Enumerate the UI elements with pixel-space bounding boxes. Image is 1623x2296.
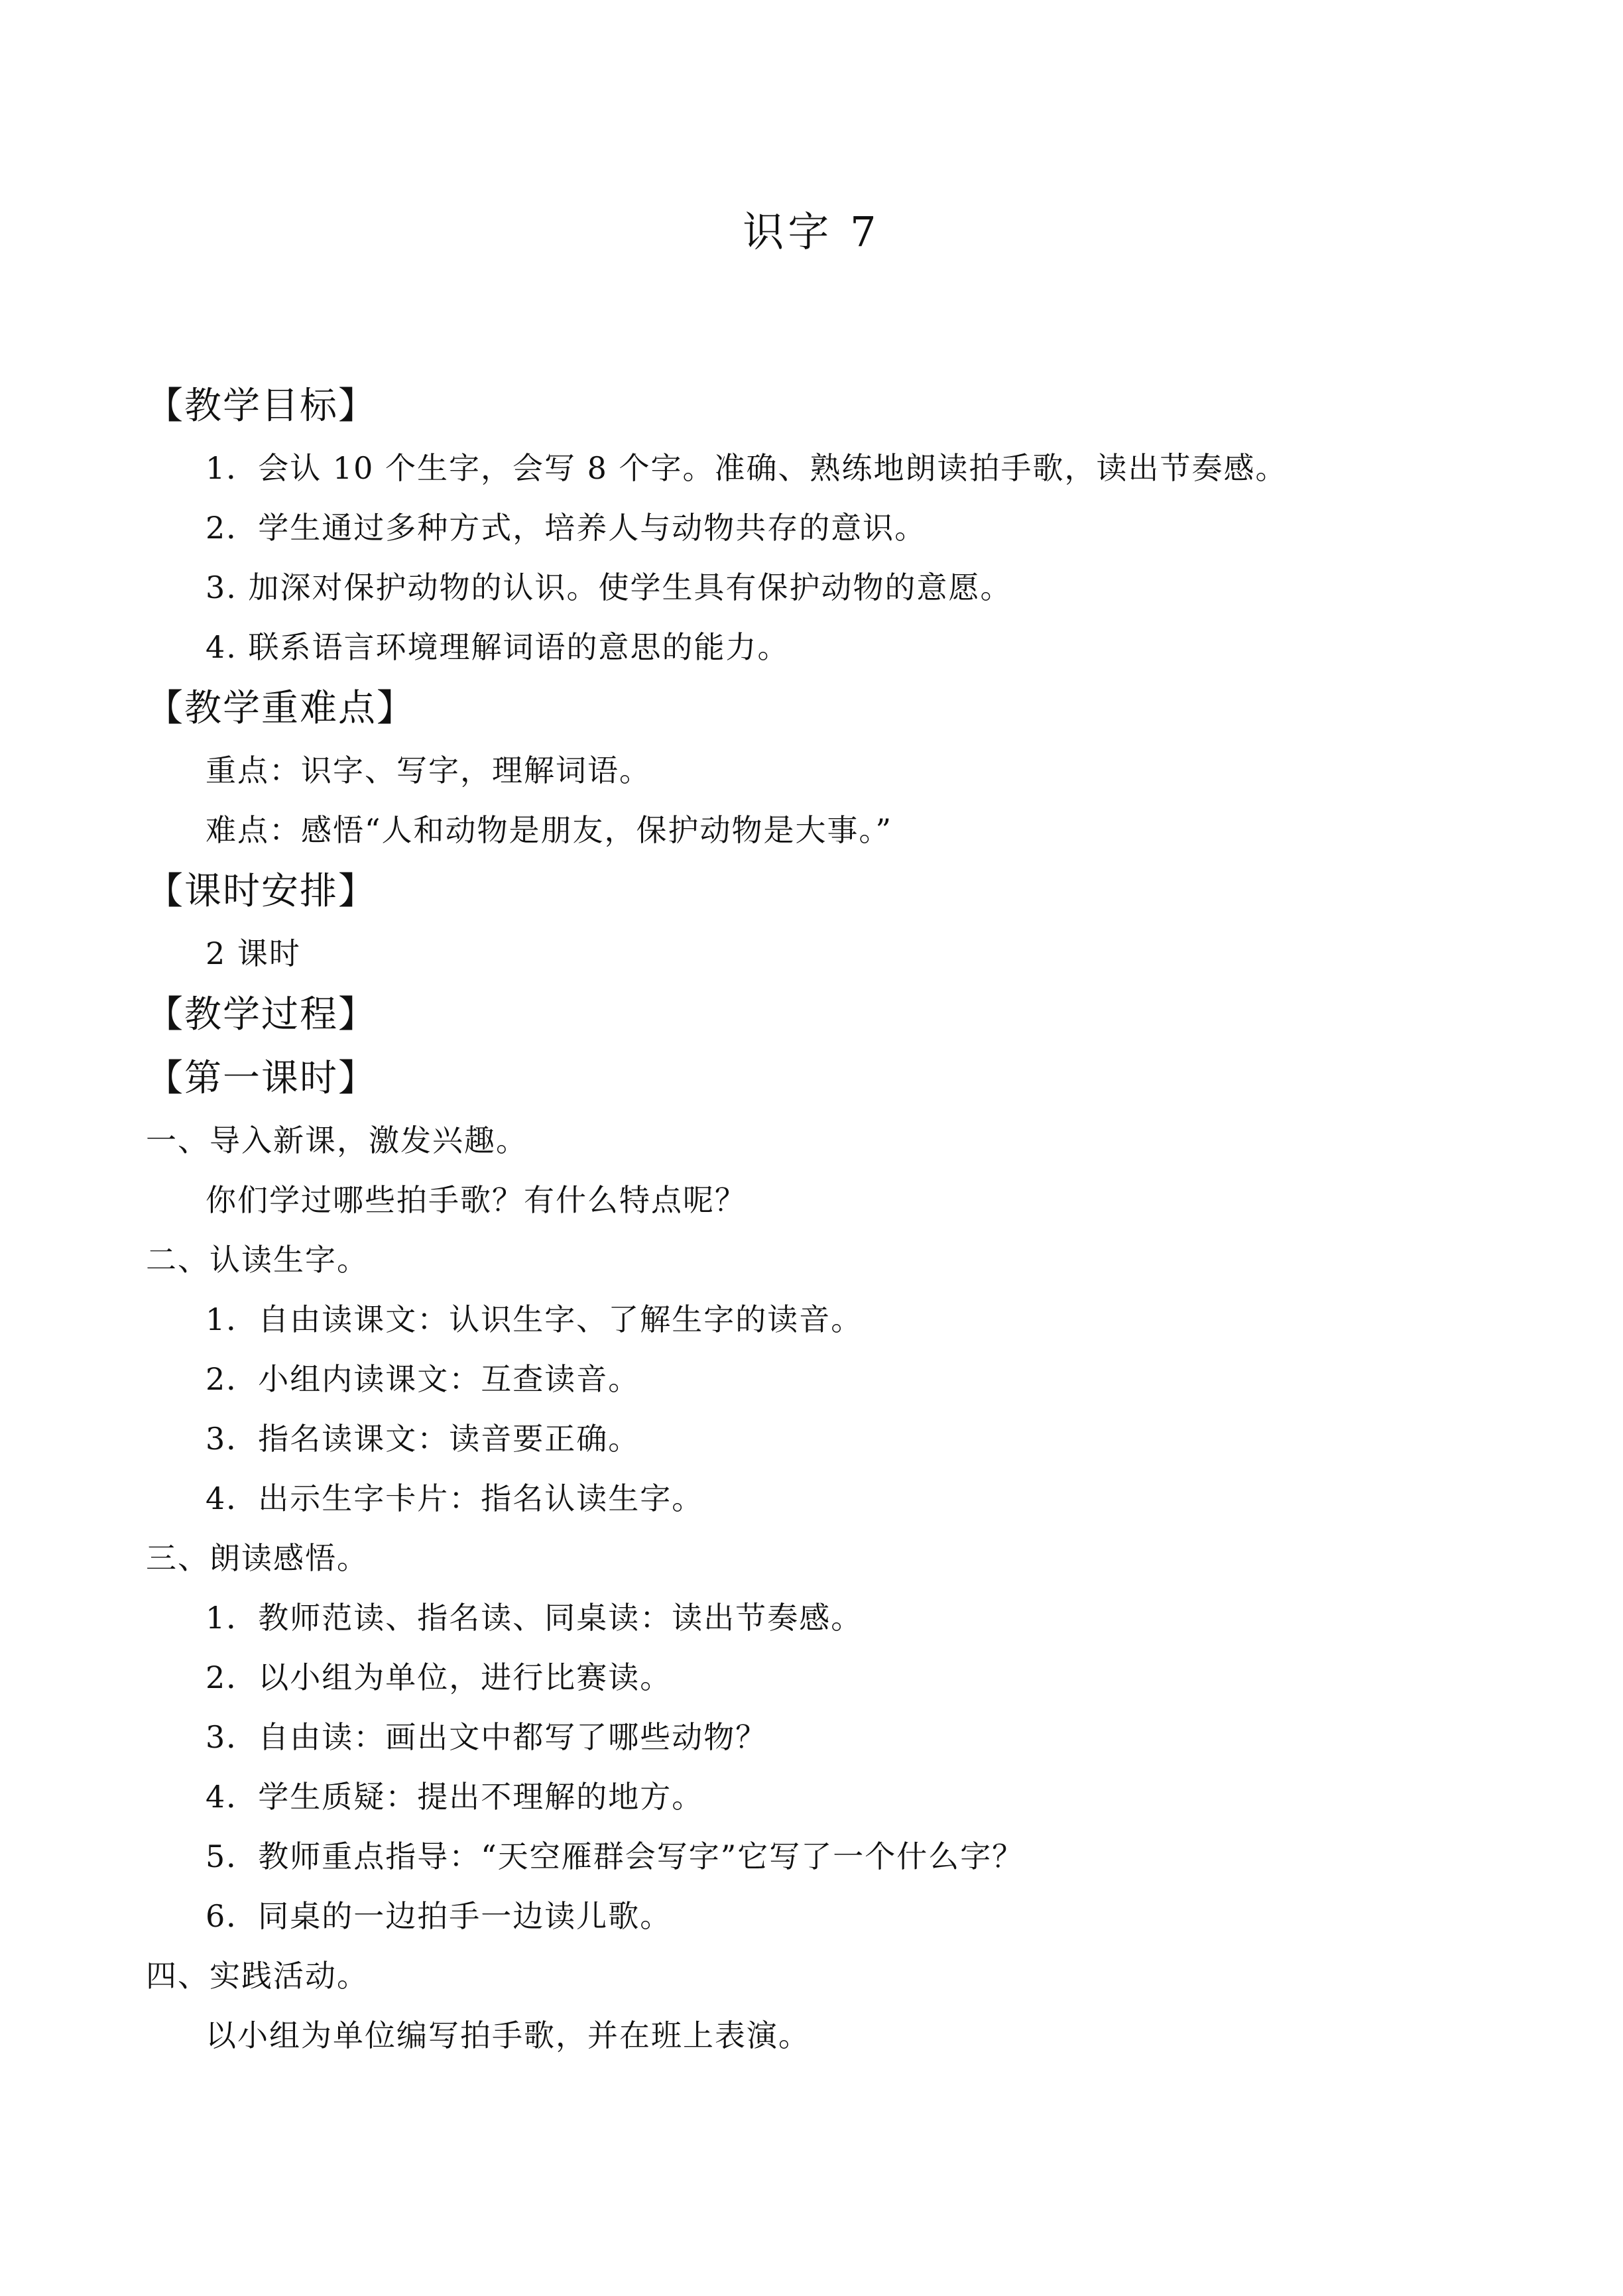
section-item: 4．出示生字卡片：指名认读生字。 [206, 1480, 704, 1516]
section-item: 4．学生质疑：提出不理解的地方。 [206, 1779, 704, 1815]
objective-item: 4. 联系语言环境理解词语的意思的能力。 [206, 629, 790, 665]
section-item: 3．指名读课文：读音要正确。 [206, 1421, 640, 1457]
objective-item: 1．会认 10 个生字，会写 8 个字。准确、熟练地朗读拍手歌，读出节奏感。 [206, 450, 1288, 486]
key-points-heading: 【教学重难点】 [146, 687, 415, 730]
section-item: 3．自由读：画出文中都写了哪些动物？ [206, 1719, 768, 1755]
schedule-heading: 【课时安排】 [146, 870, 377, 913]
section-item: 1．自由读课文：认识生字、了解生字的读音。 [206, 1301, 863, 1337]
section-title: 三、朗读感悟。 [146, 1540, 369, 1576]
section-item: 以小组为单位编写拍手歌，并在班上表演。 [206, 2018, 810, 2053]
key-point-item: 难点：感悟“人和动物是朋友，保护动物是大事。” [206, 812, 893, 848]
process-heading: 【教学过程】 [146, 993, 377, 1036]
document-title: 识字 7 [743, 208, 880, 256]
section-item: 2．小组内读课文：互查读音。 [206, 1361, 640, 1397]
section-item: 2．以小组为单位，进行比赛读。 [206, 1660, 672, 1695]
schedule-text: 2 课时 [206, 936, 301, 971]
section-title: 二、认读生字。 [146, 1242, 369, 1278]
section-item: 6．同桌的一边拍手一边读儿歌。 [206, 1898, 672, 1934]
section-item: 你们学过哪些拍手歌？有什么特点呢？ [206, 1182, 747, 1218]
section-title: 一、导入新课，激发兴趣。 [146, 1122, 528, 1158]
section-item: 5．教师重点指导：“天空雁群会写字”它写了一个什么字？ [206, 1839, 1024, 1874]
lesson-heading: 【第一课时】 [146, 1057, 377, 1100]
section-title: 四、实践活动。 [146, 1958, 369, 1994]
key-point-item: 重点：识字、写字，理解词语。 [206, 753, 651, 788]
section-item: 1．教师范读、指名读、同桌读：读出节奏感。 [206, 1600, 863, 1636]
objective-item: 3. 加深对保护动物的认识。使学生具有保护动物的意愿。 [206, 570, 1012, 605]
objective-item: 2．学生通过多种方式，培养人与动物共存的意识。 [206, 510, 927, 546]
document-body [146, 375, 1492, 2065]
objectives-heading: 【教学目标】 [146, 385, 377, 428]
